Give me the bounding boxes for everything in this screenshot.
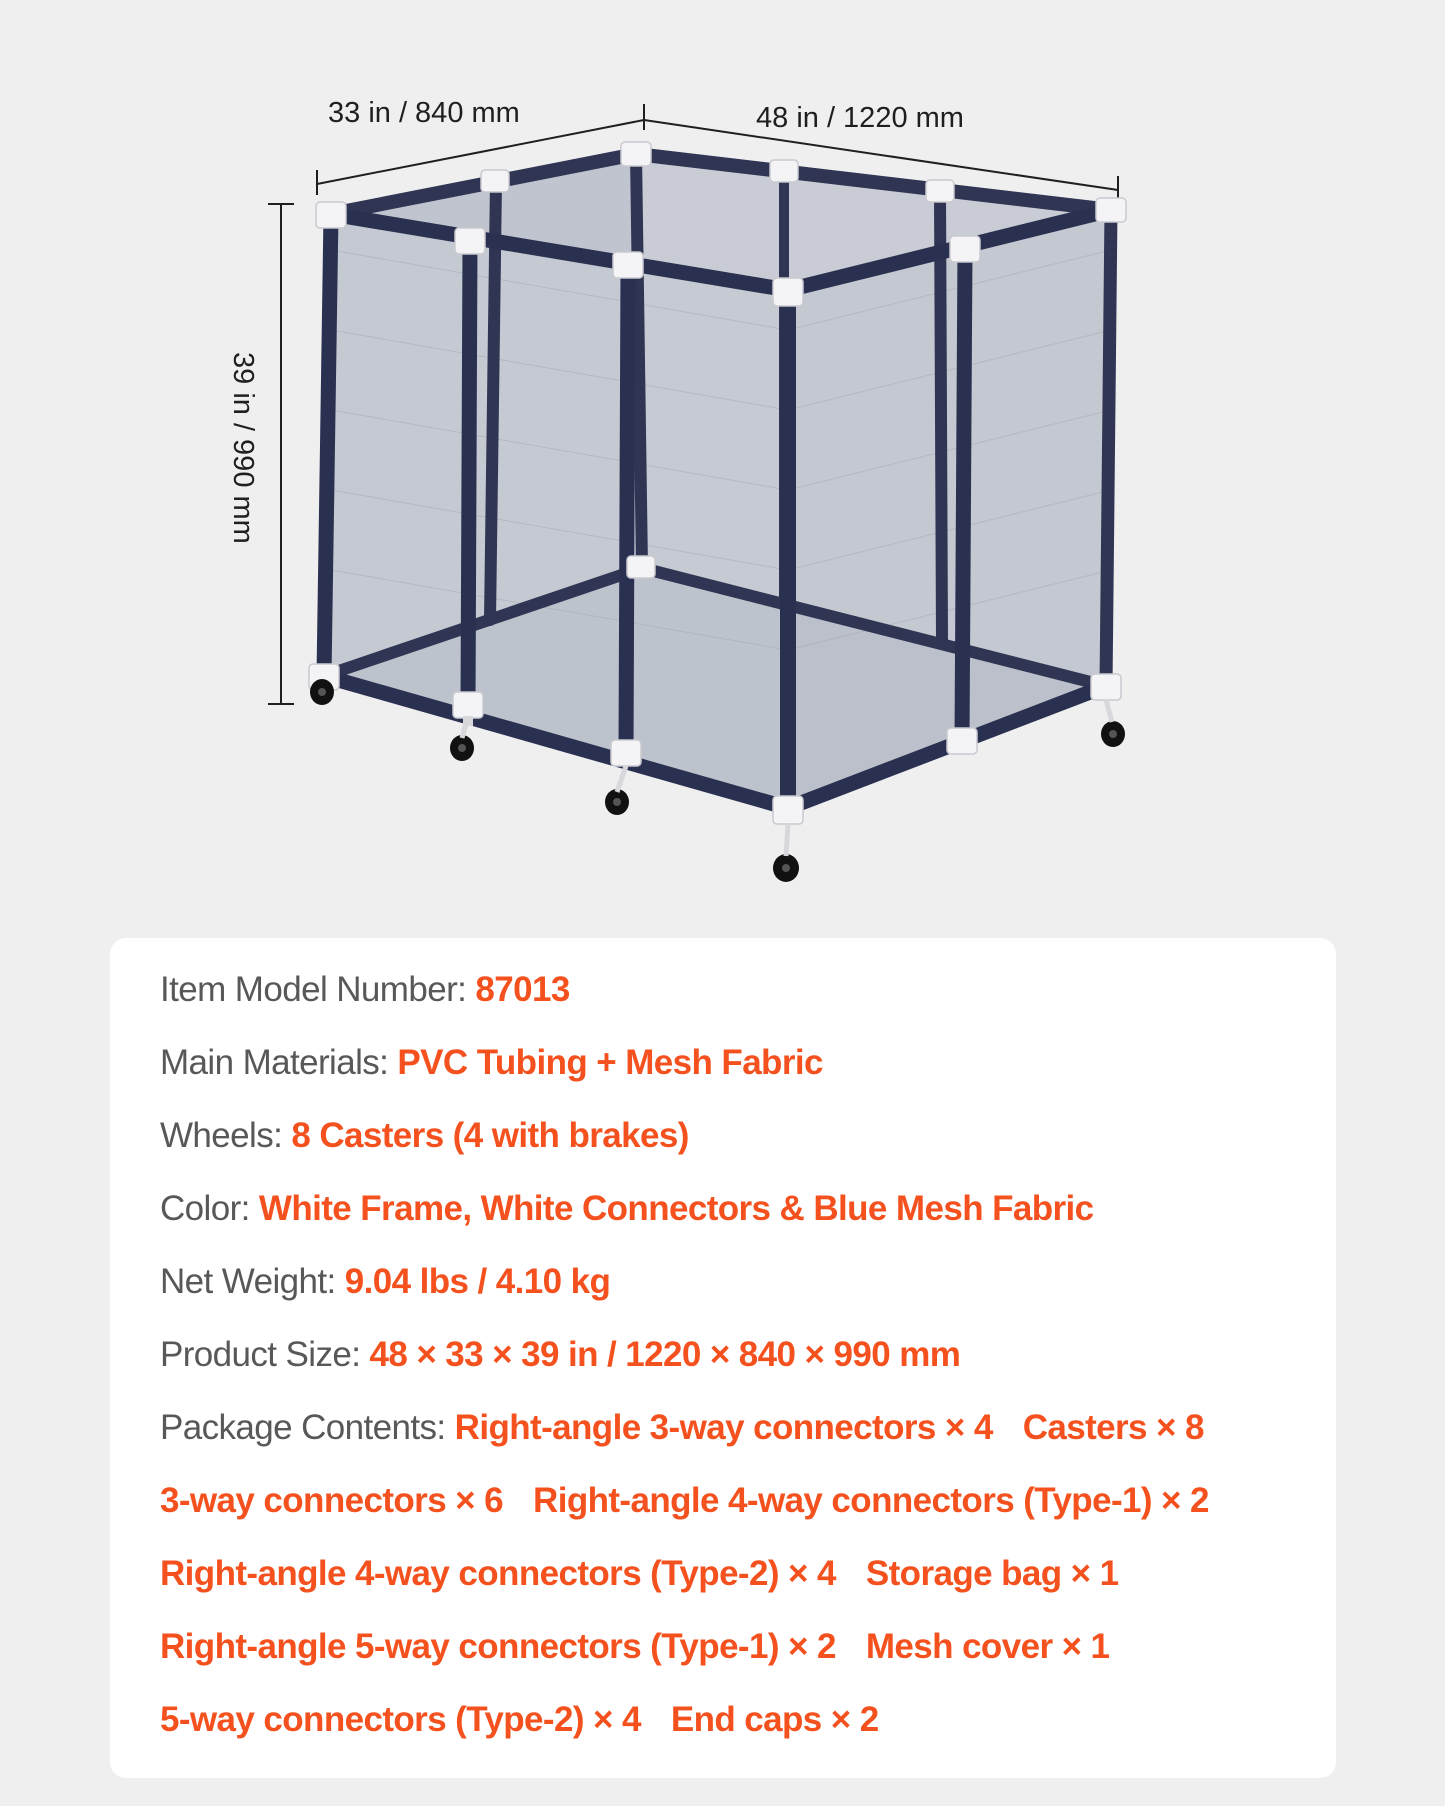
package-item: Right-angle 4-way connectors (Type-2) × 4 [160,1554,836,1593]
package-item: Right-angle 4-way connectors (Type-1) × 2 [533,1481,1209,1520]
package-item: 5-way connectors (Type-2) × 4 [160,1700,641,1739]
spec-label: Wheels: [160,1116,292,1155]
package-contents-line-2 [160,1479,1209,1523]
spec-value: 9.04 lbs / 4.10 kg [344,1262,611,1301]
spec-value: White Frame, White Connectors & Blue Mesh Fabric [258,1189,1094,1228]
spec-row-weight [160,1260,610,1304]
spec-row-model [160,968,570,1012]
front-right-mesh-panel [788,210,1111,808]
package-contents-line-5 [160,1698,879,1742]
package-item: Casters × 8 [1022,1408,1204,1447]
package-item: End caps × 2 [670,1700,879,1739]
mesh-cart [309,142,1126,882]
spec-row-size [160,1333,960,1377]
depth-dimension-label: 33 in / 840 mm [328,97,520,129]
width-dimension-label: 48 in / 1220 mm [756,102,964,134]
package-contents-line-3 [160,1552,1119,1596]
spec-label: Main Materials: [160,1043,398,1082]
front-left-mesh-panel [324,214,788,808]
spec-row-materials [160,1041,823,1085]
spec-label: Color: [160,1189,259,1228]
package-item: Mesh cover × 1 [865,1627,1110,1666]
spec-value: 8 Casters (4 with brakes) [291,1116,689,1155]
spec-value: 87013 [475,970,570,1009]
package-contents-line-1 [160,1406,1204,1450]
spec-value: PVC Tubing + Mesh Fabric [397,1043,823,1082]
spec-label: Product Size: [160,1335,370,1374]
spec-label: Net Weight: [160,1262,345,1301]
height-dimension-label: 39 in / 990 mm [227,352,259,544]
spec-label: Item Model Number: [160,970,476,1009]
package-item: Storage bag × 1 [865,1554,1119,1593]
spec-row-wheels [160,1114,689,1158]
spec-value: 48 × 33 × 39 in / 1220 × 840 × 990 mm [369,1335,961,1374]
package-contents-line-4 [160,1625,1109,1669]
package-item: 3-way connectors × 6 [160,1481,504,1520]
spec-row-color [160,1187,1094,1231]
package-contents-label: Package Contents: [160,1408,455,1447]
package-item: Right-angle 5-way connectors (Type-1) × 2 [160,1627,836,1666]
spec-card [110,938,1336,1778]
package-item: Right-angle 3-way connectors × 4 [454,1408,993,1447]
